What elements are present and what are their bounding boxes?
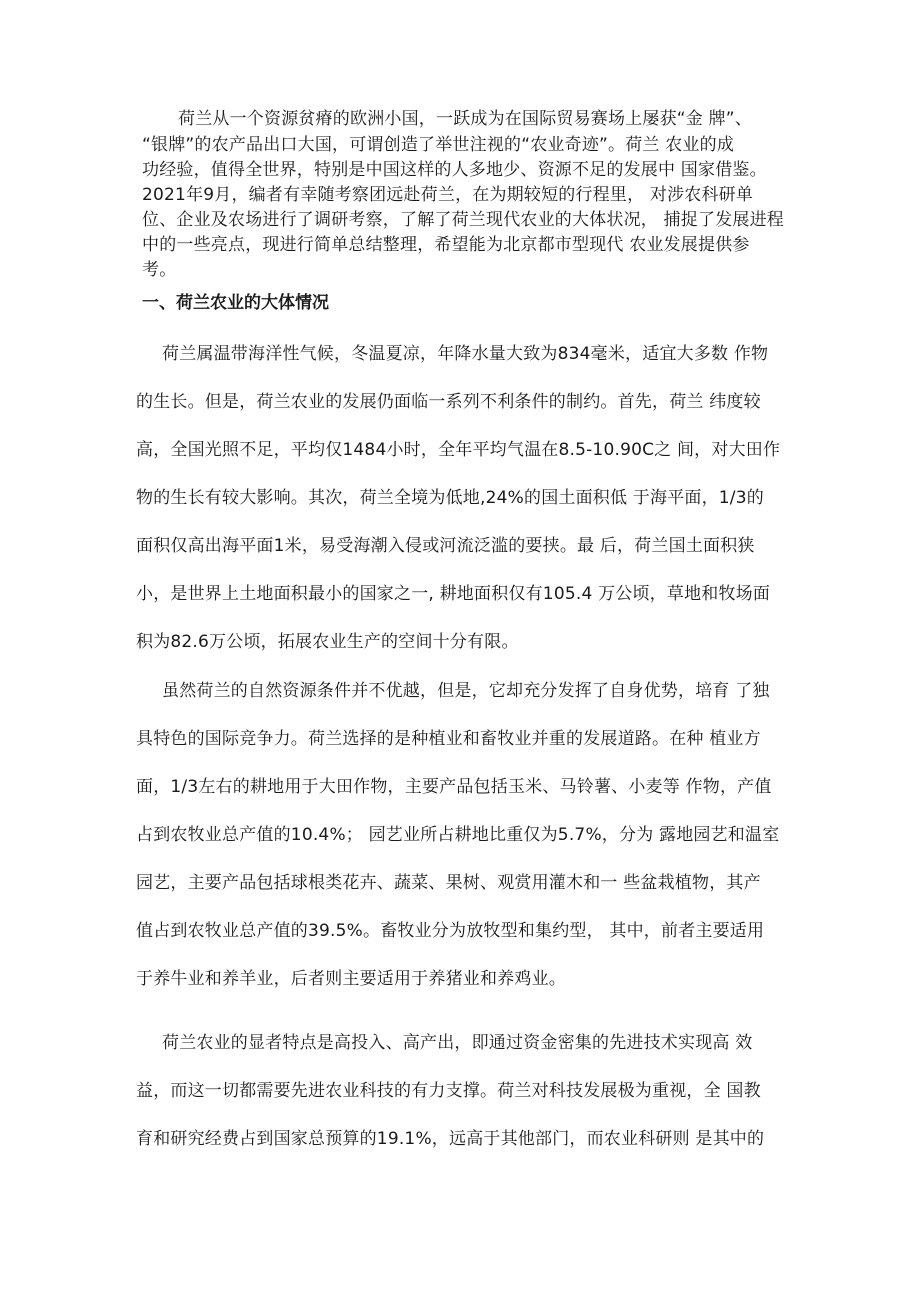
paragraph-line: 的生长。但是，荷兰农业的发展仍面临一系列不利条件的制约。首先，荷兰 纬度较 [136, 392, 761, 412]
intro-line: 考。 [142, 260, 177, 280]
paragraph-line: 占到农牧业总产值的10.4%； 园艺业所占耕地比重仅为5.7%，分为 露地园艺和温室 [136, 825, 780, 845]
paragraph-line: 园艺，主要产品包括球根类花卉、蔬菜、果树、观赏用灌木和一 些盆栽植物，其产 [136, 873, 761, 893]
paragraph-line: 于养牛业和养羊业，后者则主要适用于养猪业和养鸡业。 [136, 969, 566, 989]
intro-line: 功经验，值得全世界，特别是中国这样的人多地少、资源不足的发展中 国家借鉴。 [142, 160, 767, 180]
paragraph-line: 荷兰农业的显者特点是高投入、高产出，即通过资金密集的先进技术实现高 效 [162, 1033, 753, 1053]
paragraph-line: 面积仅高出海平面1米，易受海潮入侵或河流泛滥的要挟。最 后，荷兰国土面积狭 [136, 536, 755, 556]
paragraph-line: 值占到农牧业总产值的39.5%。畜牧业分为放牧型和集约型， 其中，前者主要适用 [136, 921, 765, 941]
paragraph-line: 具特色的国际竞争力。荷兰选择的是种植业和畜牧业并重的发展道路。在种 植业方 [136, 729, 761, 749]
paragraph-line: 高，全国光照不足，平均仅1484小时，全年平均气温在8.5-10.90C之 间，对大田作 [136, 440, 781, 460]
paragraph-line: 物的生长有较大影响。其次，荷兰全境为低地,24%的国土面积低 于海平面，1/3的 [136, 488, 764, 508]
paragraph-line: 益，而这一切都需要先进农业科技的有力支撑。荷兰对科技发展极为重视，全 国教 [136, 1081, 761, 1101]
section-heading: 一、荷兰农业的大体情况 [142, 293, 329, 313]
intro-line: 中的一些亮点，现进行简单总结整理，希望能为北京都市型现代 农业发展提供参 [142, 235, 750, 255]
intro-line: 荷兰从一个资源贫瘠的欧洲小国，一跃成为在国际贸易赛场上屡获“金 牌”、 [178, 109, 753, 129]
paragraph-line: 荷兰属温带海洋性气候，冬温夏凉，年降水量大致为834毫米，适宜大多数 作物 [162, 344, 769, 364]
paragraph-line: 虽然荷兰的自然资源条件并不优越，但是，它却充分发挥了自身优势，培育 了独 [162, 681, 770, 701]
intro-line: “银牌”的农产品出口大国，可谓创造了举世注视的“农业奇迹”。荷兰 农业的成 [142, 135, 735, 155]
paragraph-line: 积为82.6万公顷，拓展农业生产的空间十分有限。 [136, 632, 519, 652]
paragraph-line: 育和研究经费占到国家总预算的19.1%，远高于其他部门，而农业科研则 是其中的 [136, 1129, 765, 1149]
paragraph-line: 面，1/3左右的耕地用于大田作物，主要产品包括玉米、马铃薯、小麦等 作物，产值 [136, 777, 772, 797]
intro-line: 位、企业及农场进行了调研考察，了解了荷兰现代农业的大体状况， 捕捉了发展进程 [142, 210, 785, 230]
intro-line: 2021年9月，编者有幸随考察团远赴荷兰，在为期较短的行程里， 对涉农科研单 [142, 185, 754, 205]
paragraph-line: 小，是世界上土地面积最小的国家之一, 耕地面积仅有105.4 万公顷，草地和牧场面 [136, 584, 771, 604]
